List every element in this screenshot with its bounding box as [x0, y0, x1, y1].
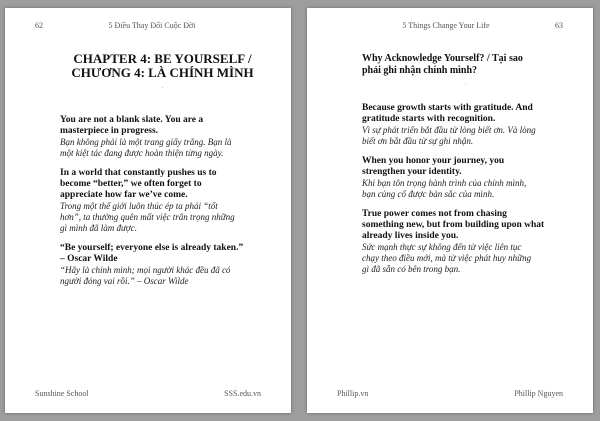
- vietnamese-text: Trong một thế giới luôn thúc ép ta phải “tốt hơn”, ta thường quên mất việc trân trọng những gì mình đã làm được.: [60, 201, 235, 233]
- text-block: [362, 209, 569, 275]
- footer-left: Phillip.vn: [337, 389, 369, 398]
- text-block: [362, 103, 569, 147]
- right-page-header: [337, 21, 563, 30]
- right-page-footer: [337, 389, 563, 398]
- right-page-content: [362, 53, 569, 275]
- footer-left: Sunshine School: [35, 389, 89, 398]
- english-text: You are not a blank slate. You are a masterpiece in progress.: [60, 115, 204, 136]
- vietnamese-text: “Hãy là chính mình; mọi người khác đều đã có người đóng vai rồi.” – Oscar Wilde: [60, 265, 231, 286]
- text-block: [60, 115, 265, 159]
- chapter-title-line: CHƯƠNG 4: LÀ CHÍNH MÌNH: [71, 65, 254, 80]
- section-title: Why Acknowledge Yourself? / Tại sao phải ghi nhận chính mình?: [362, 53, 523, 76]
- left-page-header: [35, 21, 261, 30]
- separator-dot: .: [464, 81, 467, 87]
- footer-right: Phillip Nguyen: [514, 389, 563, 398]
- english-text: True power comes not from chasing something new, but from building upon what already lives inside you.: [362, 209, 545, 241]
- chapter-title: [60, 52, 265, 80]
- left-page: [5, 8, 291, 413]
- header-title: 5 Things Change Your Life: [402, 21, 490, 30]
- left-page-footer: [35, 389, 261, 398]
- english-text: When you honor your journey, you strengthen your identity.: [362, 156, 505, 177]
- separator-dot: .: [161, 84, 164, 90]
- page-number: 62: [35, 21, 43, 30]
- header-title: 5 Điều Thay Đổi Cuộc Đời: [108, 21, 196, 30]
- text-block: [60, 168, 265, 234]
- left-page-content: [60, 52, 265, 287]
- chapter-title-line: CHAPTER 4: BE YOURSELF /: [73, 51, 252, 66]
- text-block: [362, 156, 569, 200]
- right-page: [307, 8, 593, 413]
- english-text: “Be yourself; everyone else is already taken.” – Oscar Wilde: [60, 243, 244, 264]
- vietnamese-text: Khi bạn tôn trọng hành trình của chính mình, bạn củng cố được bản sắc của mình.: [362, 178, 527, 199]
- english-text: In a world that constantly pushes us to become “better,” we often forget to appreciate how far we’ve come.: [60, 168, 217, 200]
- page-number: 63: [555, 21, 563, 30]
- vietnamese-text: Vì sự phát triển bắt đầu từ lòng biết ơn. Và lòng biết ơn bắt đầu từ sự ghi nhận.: [362, 125, 536, 146]
- vietnamese-text: Sức mạnh thực sự không đến từ việc liên tục chạy theo điều mới, mà từ việc phát huy những gì đã sẵn có bên trong bạn.: [362, 242, 532, 274]
- quote-block: [60, 243, 265, 287]
- footer-right: SSS.edu.vn: [224, 389, 261, 398]
- vietnamese-text: Bạn không phải là một trang giấy trắng. Bạn là một kiệt tác đang được hoàn thiện từng ngày.: [60, 137, 232, 158]
- english-text: Because growth starts with gratitude. And gratitude starts with recognition.: [362, 103, 533, 124]
